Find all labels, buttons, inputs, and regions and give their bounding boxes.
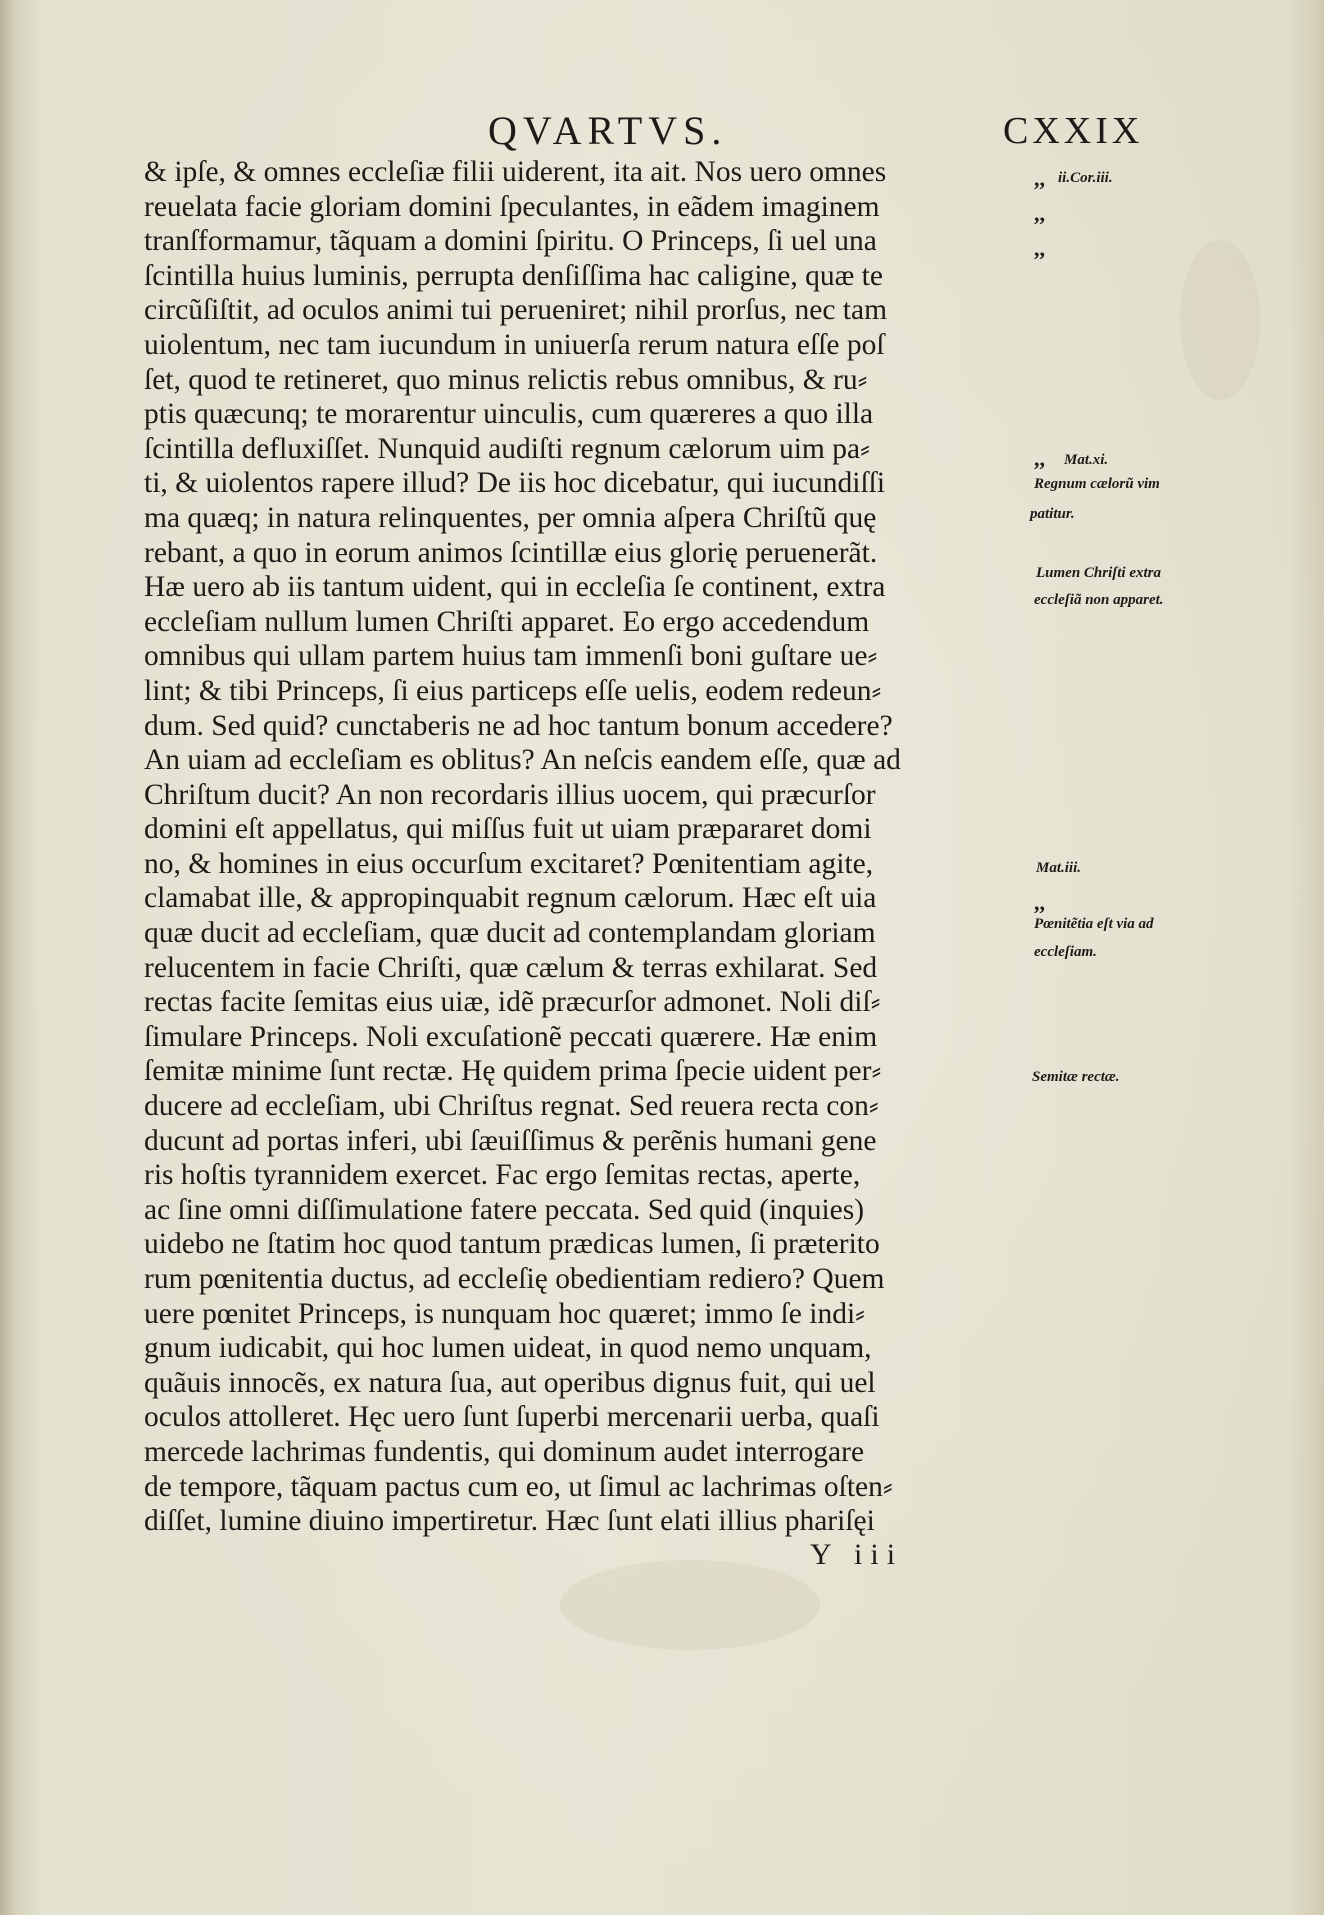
text-line: uidebo ne ſtatim hoc quod tantum prædicas lumen, ſi præterito [144, 1228, 880, 1261]
text-line: domini eſt appellatus, qui miſſus fuit ut uiam præpararet domi [144, 813, 872, 846]
text-line: oculos attolleret. Hęc uero ſunt ſuperbi mercenarii uerba, quaſi [144, 1401, 880, 1434]
margin-note-regnum-cont: patitur. [1030, 506, 1075, 522]
text-line: de tempore, tãquam pactus cum eo, ut ſimul ac lachrimas oſten⸗ [144, 1470, 893, 1503]
signature-mark: Y iii [810, 1538, 904, 1571]
text-line: lint; & tibi Princeps, ſi eius particeps eſſe uelis, eodem redeun⸗ [144, 674, 882, 707]
text-line: dum. Sed quid? cunctaberis ne ad hoc tantum bonum accedere? [144, 709, 893, 742]
margin-note-regnum: Regnum cælorũ vim [1034, 476, 1160, 492]
text-line: uere pœnitet Princeps, is nunquam hoc quæret; immo ſe indi⸗ [144, 1297, 865, 1330]
text-line: rebant, a quo in eorum animos ſcintillæ eius glorię peruenerãt. [144, 536, 878, 569]
quote-mark: ,, [1034, 166, 1045, 191]
text-line: no, & homines in eius occurſum excitaret? Pœnitentiam agite, [144, 847, 874, 880]
text-line: diſſet, lumine diuino impertiretur. Hæc ſunt elati illius phariſęi [144, 1505, 875, 1538]
quote-mark: ,, [1034, 201, 1045, 226]
margin-note-cor: ii.Cor.iii. [1058, 170, 1113, 186]
margin-note-mat-iii: Mat.iii. [1036, 860, 1082, 876]
text-line: omnibus qui ullam partem huius tam immenſi boni guſtare ue⸗ [144, 640, 878, 673]
folio-number: CXXIX [1003, 110, 1144, 152]
text-line: ducunt ad portas inferi, ubi ſæuiſſimus & perẽnis humani gene [144, 1124, 877, 1157]
text-line: ac ſine omni diſſimulatione fatere peccata. Sed quid (inquies) [144, 1193, 865, 1226]
paper-stain [560, 1560, 820, 1650]
text-line: Chriſtum ducit? An non recordaris illius uocem, qui præcurſor [144, 778, 876, 811]
margin-note-mat-xi: Mat.xi. [1064, 452, 1109, 468]
text-line: relucentem in facie Chriſti, quæ cælum & terras exhilarat. Sed [144, 951, 878, 984]
text-line: rum pœnitentia ductus, ad eccleſię obedientiam rediero? Quem [144, 1263, 885, 1295]
text-line: reuelata facie gloriam domini ſpeculantes, in eãdem imaginem [144, 190, 880, 223]
text-line: & ipſe, & omnes eccleſiæ filii uiderent, ita ait. Nos uero omnes [144, 156, 887, 188]
text-line: ſet, quod te retineret, quo minus relictis rebus omnibus, & ru⸗ [144, 363, 868, 396]
text-line: uiolentum, nec tam iucundum in uniuerſa rerum natura eſſe poſ [144, 328, 885, 361]
text-line: quãuis innocẽs, ex natura ſua, aut operibus dignus fuit, qui uel [144, 1366, 876, 1399]
quote-mark: ,, [1034, 236, 1045, 261]
text-line: gnum iudicabit, qui hoc lumen uideat, in quod nemo unquam, [144, 1332, 872, 1365]
text-line: ducere ad eccleſiam, ubi Chriſtus regnat. Sed reuera recta con⸗ [144, 1090, 879, 1123]
margin-note-lumen-cont: eccleſiã non apparet. [1034, 592, 1164, 608]
text-line: ſcintilla defluxiſſet. Nunquid audiſti regnum cælorum uim pa⸗ [144, 432, 870, 465]
text-line: Hæ uero ab iis tantum uident, qui in eccleſia ſe continent, extra [144, 571, 886, 604]
text-line: ti, & uiolentos rapere illud? De iis hoc dicebatur, qui iucundiſſi [144, 467, 886, 500]
quote-mark: ,, [1034, 890, 1045, 915]
text-line: mercede lachrimas fundentis, qui dominum audet interrogare [144, 1435, 865, 1468]
text-line: An uiam ad eccleſiam es oblitus? An neſcis eandem eſſe, quæ ad [144, 744, 901, 777]
text-line: circũſiſtit, ad oculos animi tui perueniret; nihil prorſus, nec tam [144, 294, 888, 327]
paper-stain [1180, 240, 1260, 400]
text-line: clamabat ille, & appropinquabit regnum cælorum. Hæc eſt uia [144, 882, 877, 915]
margin-note-poenitentia: Pœnitẽtia eſt via ad [1034, 916, 1154, 932]
running-head: QVARTVS. [488, 108, 728, 153]
margin-note-semitae: Semitæ rectæ. [1032, 1069, 1120, 1085]
quote-mark: ,, [1034, 446, 1045, 471]
text-line: ris hoſtis tyrannidem exercet. Fac ergo ſemitas rectas, aperte, [144, 1159, 861, 1192]
text-line: tranſformamur, tãquam a domini ſpiritu. O Princeps, ſi uel una [144, 225, 877, 258]
text-line: ptis quæcunq; te morarentur uinculis, cum quæreres a quo illa [144, 398, 874, 431]
text-line: ſcintilla huius luminis, perrupta denſiſſima hac caligine, quæ te [144, 259, 883, 292]
text-line: ma quæq; in natura relinquentes, per omnia aſpera Chriſtũ quę [144, 501, 877, 534]
main-text-block [144, 155, 1014, 1539]
text-line: ſimulare Princeps. Noli excuſationẽ peccati quærere. Hæ enim [144, 1020, 878, 1053]
text-line: eccleſiam nullum lumen Chriſti apparet. Eo ergo accedendum [144, 605, 870, 638]
text-line: ſemitæ minime ſunt rectæ. Hę quidem prima ſpecie uident per⸗ [144, 1055, 882, 1088]
text-line: quæ ducit ad eccleſiam, quæ ducit ad contemplandam gloriam [144, 917, 876, 950]
text-line: rectas facite ſemitas eius uiæ, idẽ præcurſor admonet. Noli diſ⸗ [144, 986, 881, 1019]
margin-note-poenitentia-cont: eccleſiam. [1034, 944, 1097, 960]
margin-note-lumen: Lumen Chriſti extra [1036, 565, 1162, 581]
